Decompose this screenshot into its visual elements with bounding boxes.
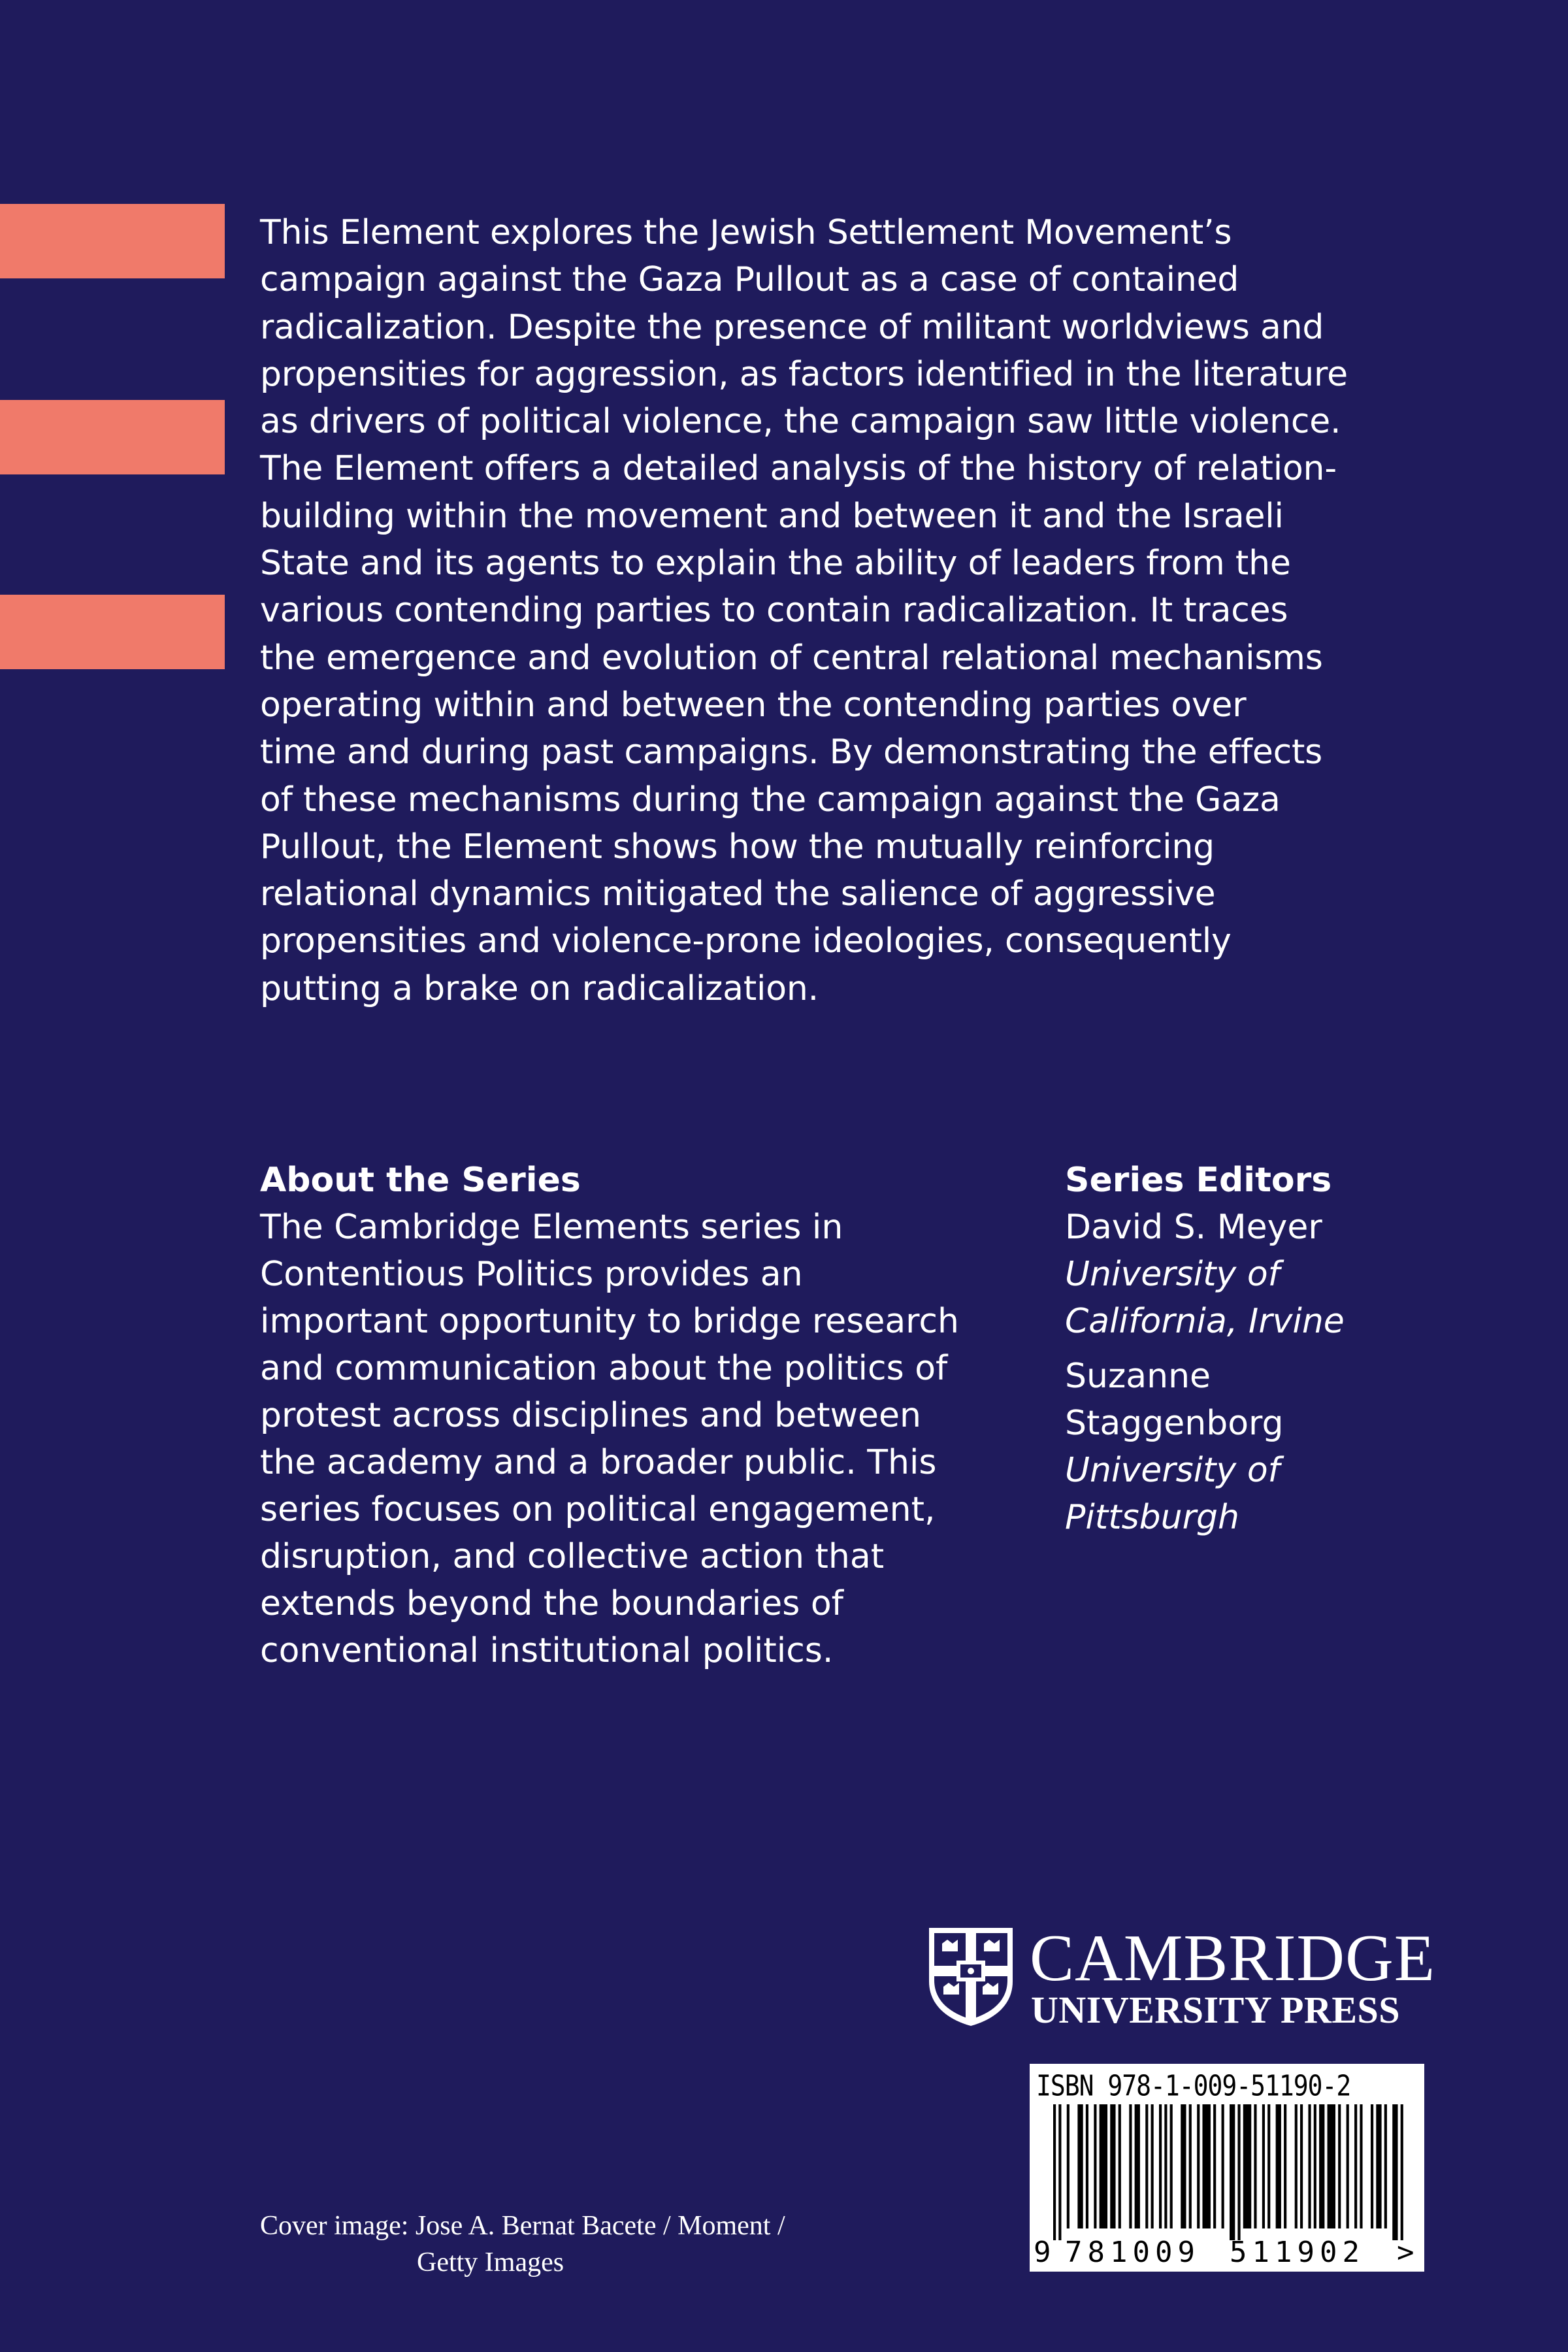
description-line: propensities and violence-prone ideologies, consequently bbox=[260, 921, 1232, 961]
barcode-bar bbox=[1328, 2104, 1335, 2228]
barcode-bar bbox=[1202, 2104, 1210, 2228]
barcode-bar bbox=[1077, 2104, 1083, 2228]
description-line: as drivers of political violence, the campaign saw little violence. bbox=[260, 402, 1341, 442]
about-text bbox=[260, 1204, 1018, 1674]
barcode-bar bbox=[1237, 2104, 1240, 2240]
barcode-bar bbox=[1145, 2104, 1148, 2228]
isbn-barcode bbox=[1030, 2064, 1424, 2272]
description-line: putting a brake on radicalization. bbox=[260, 969, 819, 1008]
barcode-digits-right: 511902 bbox=[1230, 2236, 1365, 2269]
isbn-label: ISBN 978-1-009-51190-2 bbox=[1036, 2069, 1351, 2102]
about-the-series bbox=[260, 1157, 1018, 1674]
barcode-bar bbox=[1181, 2104, 1186, 2228]
description-line: This Element explores the Jewish Settlement Movement’s bbox=[260, 213, 1232, 252]
barcode-bar bbox=[1308, 2104, 1311, 2228]
barcode-bars bbox=[1053, 2104, 1406, 2240]
editors-heading: Series Editors bbox=[1065, 1161, 1332, 1200]
cambridge-crest-icon bbox=[926, 1925, 1015, 2027]
barcode-digit-first: 9 bbox=[1034, 2236, 1051, 2269]
barcode-bar bbox=[1284, 2104, 1286, 2228]
description-line: of these mechanisms during the campaign against the Gaza bbox=[260, 780, 1281, 820]
description-line: radicalization. Despite the presence of militant worldviews and bbox=[260, 307, 1324, 347]
barcode-bar bbox=[1376, 2104, 1381, 2228]
credit-line: Cover image: Jose A. Bernat Bacete / Moment / bbox=[260, 2211, 785, 2241]
barcode-bar bbox=[1230, 2104, 1235, 2240]
barcode-bar bbox=[1086, 2104, 1088, 2228]
editor-name: Suzanne bbox=[1065, 1357, 1211, 1396]
about-line: extends beyond the boundaries of bbox=[260, 1584, 843, 1623]
series-editors bbox=[1065, 1157, 1522, 1541]
barcode-bar bbox=[1213, 2104, 1216, 2228]
barcode-bar bbox=[1222, 2104, 1224, 2228]
barcode-bar bbox=[1347, 2104, 1349, 2228]
barcode-bar bbox=[1058, 2104, 1061, 2240]
barcode-bar bbox=[1170, 2104, 1173, 2228]
barcode-bar bbox=[1262, 2104, 1265, 2228]
barcode-bar bbox=[1392, 2104, 1397, 2240]
accent-bar-bottom bbox=[0, 595, 225, 669]
about-line: disruption, and collective action that bbox=[260, 1537, 885, 1576]
barcode-bar bbox=[1151, 2104, 1154, 2228]
about-line: the academy and a broader public. This bbox=[260, 1443, 937, 1482]
barcode-bar bbox=[1267, 2104, 1270, 2228]
barcode-bar bbox=[1360, 2104, 1362, 2228]
barcode-bar bbox=[1135, 2104, 1140, 2228]
barcode-bar bbox=[1243, 2104, 1251, 2228]
barcode-bar bbox=[1314, 2104, 1316, 2228]
barcode-bar bbox=[1254, 2104, 1256, 2228]
description-line: propensities for aggression, as factors identified in the literature bbox=[260, 354, 1348, 394]
editor-affiliation: Pittsburgh bbox=[1065, 1498, 1239, 1537]
about-line: important opportunity to bridge research bbox=[260, 1302, 959, 1341]
description-line: Pullout, the Element shows how the mutually reinforcing bbox=[260, 827, 1215, 867]
editor-affiliation: University of bbox=[1065, 1255, 1280, 1294]
accent-bar-middle bbox=[0, 400, 225, 474]
barcode-bar bbox=[1384, 2104, 1387, 2228]
barcode-bar bbox=[1401, 2104, 1403, 2240]
about-heading: About the Series bbox=[260, 1161, 581, 1200]
publisher-name: CAMBRIDGE bbox=[1030, 1921, 1436, 1995]
description-line: operating within and between the contending parties over bbox=[260, 685, 1247, 725]
barcode-bar bbox=[1100, 2104, 1107, 2228]
barcode-arrow: > bbox=[1397, 2236, 1414, 2269]
barcode-bar bbox=[1371, 2104, 1373, 2228]
about-line: series focuses on political engagement, bbox=[260, 1490, 936, 1529]
description-line: the emergence and evolution of central relational mechanisms bbox=[260, 638, 1323, 678]
barcode-bar bbox=[1295, 2104, 1298, 2228]
barcode-bar bbox=[1189, 2104, 1192, 2228]
barcode-bar bbox=[1319, 2104, 1324, 2228]
editor-affiliation: California, Irvine bbox=[1065, 1302, 1345, 1341]
about-line: and communication about the politics of bbox=[260, 1349, 948, 1388]
barcode-bar bbox=[1067, 2104, 1070, 2228]
publisher-subtitle: UNIVERSITY PRESS bbox=[1031, 1989, 1401, 2031]
barcode-bar bbox=[1094, 2104, 1096, 2228]
about-line: conventional institutional politics. bbox=[260, 1631, 834, 1670]
barcode-bar bbox=[1159, 2104, 1162, 2228]
description-line: The Element offers a detailed analysis of the history of relation- bbox=[260, 449, 1337, 489]
description-line: relational dynamics mitigated the salience of aggressive bbox=[260, 874, 1216, 914]
about-line: protest across disciplines and between bbox=[260, 1396, 921, 1435]
barcode-digits-left: 781009 bbox=[1065, 2236, 1200, 2269]
barcode-bar bbox=[1053, 2104, 1056, 2240]
editor-affiliation: University of bbox=[1065, 1451, 1280, 1490]
description-line: time and during past campaigns. By demonstrating the effects bbox=[260, 733, 1323, 772]
barcode-bar bbox=[1110, 2104, 1115, 2228]
cover-image-credit bbox=[260, 2208, 785, 2281]
book-description bbox=[260, 209, 1429, 1012]
editor-meyer bbox=[1065, 1204, 1522, 1345]
credit-line: Getty Images bbox=[417, 2247, 564, 2277]
barcode-bar bbox=[1354, 2104, 1357, 2228]
barcode-bar bbox=[1119, 2104, 1121, 2228]
barcode-bar bbox=[1276, 2104, 1281, 2228]
barcode-bar bbox=[1164, 2104, 1167, 2228]
about-line: Contentious Politics provides an bbox=[260, 1255, 803, 1294]
description-line: building within the movement and between it and the Israeli bbox=[260, 496, 1284, 536]
editor-name: Staggenborg bbox=[1065, 1404, 1284, 1443]
barcode-bar bbox=[1197, 2104, 1200, 2228]
description-line: various contending parties to contain radicalization. It traces bbox=[260, 591, 1288, 631]
description-line: campaign against the Gaza Pullout as a case of contained bbox=[260, 260, 1239, 300]
accent-bar-top bbox=[0, 204, 225, 278]
barcode-bar bbox=[1300, 2104, 1303, 2228]
editor-staggenborg bbox=[1065, 1353, 1522, 1541]
description-line: State and its agents to explain the ability of leaders from the bbox=[260, 544, 1291, 584]
barcode-bar bbox=[1129, 2104, 1132, 2228]
barcode-bar bbox=[1338, 2104, 1341, 2228]
about-line: The Cambridge Elements series in bbox=[260, 1208, 843, 1247]
editor-name: David S. Meyer bbox=[1065, 1208, 1322, 1247]
publisher-logo bbox=[926, 1921, 1436, 2031]
